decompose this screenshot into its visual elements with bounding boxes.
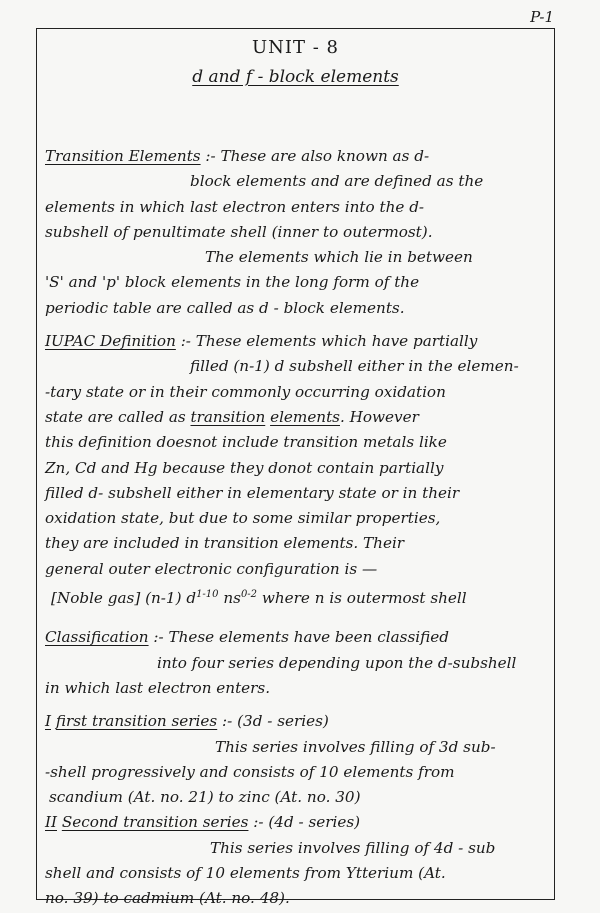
transition-heading: Transition Elements [45, 147, 201, 165]
text: state are called as [45, 407, 186, 426]
transition-line-6: 'S' and 'p' block elements in the long form of the [45, 273, 420, 292]
series2-line-3: no. 39) to cadmium (At. no. 48). [45, 889, 290, 908]
iupac-line-9: they are included in transition elements. Their [45, 534, 405, 553]
iupac-line-8: oxidation state, but due to some similar properties, [45, 509, 441, 528]
series1-line-1: This series involves filling of 3d sub- [215, 737, 496, 756]
underlined-term: elements [270, 407, 340, 426]
iupac-line-3: -tary state or in their commonly occurring oxidation [45, 382, 446, 401]
classification-line-3: in which last electron enters. [45, 679, 271, 697]
iupac-line-6: Zn, Cd and Hg because they donot contain partially [45, 458, 444, 477]
iupac-heading: IUPAC Definition [45, 332, 176, 351]
series-number: I [45, 712, 51, 731]
series1-line-0 [45, 709, 548, 734]
series1-line-2: -shell progressively and consists of 10 elements from [45, 762, 455, 781]
series2-heading: Second transition series [61, 813, 249, 832]
iupac-line-10: general outer electronic configuration is — [45, 559, 378, 578]
unit-title: UNIT - 8 [251, 37, 339, 58]
notebook-page [36, 28, 555, 908]
text: . However [339, 407, 419, 426]
superscript: 1-10 [196, 589, 219, 601]
text: ns [218, 589, 241, 608]
page-number: P-1 [530, 8, 554, 26]
series2-line-2: shell and consists of 10 elements from Ytterium (At. [45, 864, 446, 883]
classification-line-2: into four series depending upon the d-subshell [157, 653, 517, 672]
superscript: 0-2 [240, 589, 258, 601]
series-number: II [45, 813, 57, 832]
series2-line-1: This series involves filling of 4d - sub [210, 838, 496, 857]
iupac-line-2: filled (n-1) d subshell either in the elemen- [190, 357, 519, 376]
transition-line-3: elements in which last electron enters into the d- [45, 197, 425, 216]
text: :- These are also known as d- [205, 147, 430, 165]
transition-line-5: The elements which lie in between [205, 248, 473, 267]
transition-line-1 [45, 144, 548, 169]
text: :- (3d - series) [222, 712, 329, 731]
iupac-line-7: filled d- subshell either in elementary state or in their [45, 483, 460, 502]
series1-line-3: scandium (At. no. 21) to zinc (At. no. 30) [49, 788, 361, 807]
iupac-line-5: this definition doesnot include transition metals like [45, 433, 447, 452]
classification-line-1 [45, 625, 548, 650]
text: :- These elements have been classified [153, 628, 449, 647]
classification-heading: Classification [45, 628, 149, 647]
configuration-line [45, 582, 548, 611]
iupac-line-4 [45, 405, 548, 430]
transition-line-7: periodic table are called as d - block elements. [45, 298, 405, 317]
text: :- These elements which have partially [180, 332, 478, 351]
unit-subtitle: d and f - block elements [192, 67, 399, 87]
text: [Noble gas] (n-1) d [51, 589, 197, 608]
transition-line-2: block elements and are defined as the [190, 172, 484, 191]
series2-line-0 [45, 810, 548, 835]
text: where n is outermost shell [257, 589, 467, 608]
iupac-line-1 [45, 329, 548, 354]
text: :- (4d - series) [253, 813, 361, 832]
transition-line-4: subshell of penultimate shell (inner to outermost). [45, 222, 433, 241]
series1-heading: first transition series [55, 712, 218, 731]
underlined-term: transition [190, 407, 266, 426]
notes-body [45, 144, 548, 912]
